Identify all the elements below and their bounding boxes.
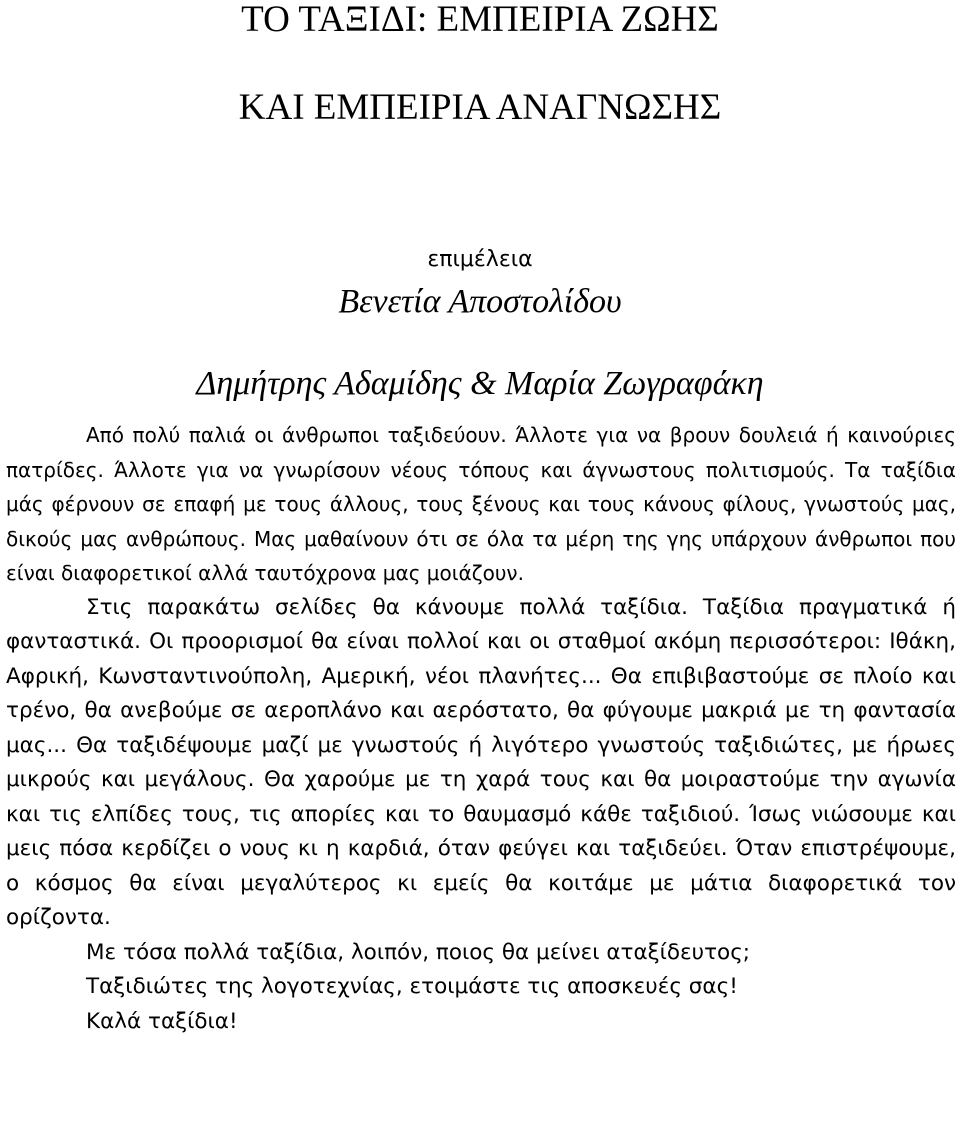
closing-line: Με τόσα πολλά ταξίδια, λοιπόν, ποιος θα μείνει αταξίδευτος; <box>86 939 751 965</box>
authors-line: Δημήτρης Αδαμίδης & Μαρία Ζωγραφάκη <box>196 365 764 402</box>
editor-name: Βενετία Αποστολίδου <box>338 283 622 320</box>
title-line-1: ΤΟ ΤΑΞΙΔΙ: ΕΜΠΕΙΡΙΑ ΖΩΗΣ <box>241 0 719 40</box>
closing-line: Καλά ταξίδια! <box>86 1008 238 1034</box>
body-text <box>6 418 956 1039</box>
title-line-2: ΚΑΙ ΕΜΠΕΙΡΙΑ ΑΝΑΓΝΩΣΗΣ <box>238 87 722 128</box>
closing-line: Ταξιδιώτες της λογοτεχνίας, ετοιμάστε τις αποσκευές σας! <box>86 974 738 999</box>
editor-label: επιμέλεια <box>427 247 533 272</box>
paragraph-journeys: Στις παρακάτω σελίδες θα κάνουμε πολλά ταξίδια. Ταξίδια πραγματικά ή φανταστικά. Οι προορισμοί θα είναι πολλοί και οι σταθμοί ακόμη περισσότεροι: Ιθάκη, Αφρική, Κωνσταντινούπολη, Αμερική, νέοι πλανήτες... Θα επιβιβαστούμε σε πλοίο και τρένο, θα ανεβούμε σε αεροπλάνο και αερόστατο, θα φύγουμε μακριά με τη φαντασία μας... Θα ταξιδέψουμε μαζί με γνωστούς ή λιγότερο γνωστούς ταξιδιώτες, με ήρωες μικρούς και μεγάλους. Θα χαρούμε με τη χαρά τους και θα μοιραστούμε την αγωνία και τις ελπίδες τους, τις απορίες και το θαυμασμό κάθε ταξιδιού. Ίσως νιώσουμε και μεις πόσα κερδίζει ο νους κι η καρδιά, όταν φεύγει και ταξιδεύει. Όταν επιστρέψουμε, ο κόσμος θα είναι μεγαλύτερος κι εμείς θα κοιτάμε με μάτια διαφορετικά τον ορίζοντα. <box>6 594 956 930</box>
paragraph-intro: Από πολύ παλιά οι άνθρωποι ταξιδεύουν. Άλλοτε για να βρουν δουλειά ή καινούριες πατρίδες. Άλλοτε για να γνωρίσουν νέους τόπους και άγνωστους πολιτισμούς. Τα ταξίδια μάς φέρνουν σε επαφή με τους άλλους, τους ξένους και τους κάνους φίλους, γνωστούς μας, δικούς μας ανθρώπους. Μας μαθαίνουν ότι σε όλα τα μέρη της γης υπάρχουν άνθρωποι που είναι διαφορετικοί αλλά ταυτόχρονα μας μοιάζουν. <box>6 423 956 585</box>
